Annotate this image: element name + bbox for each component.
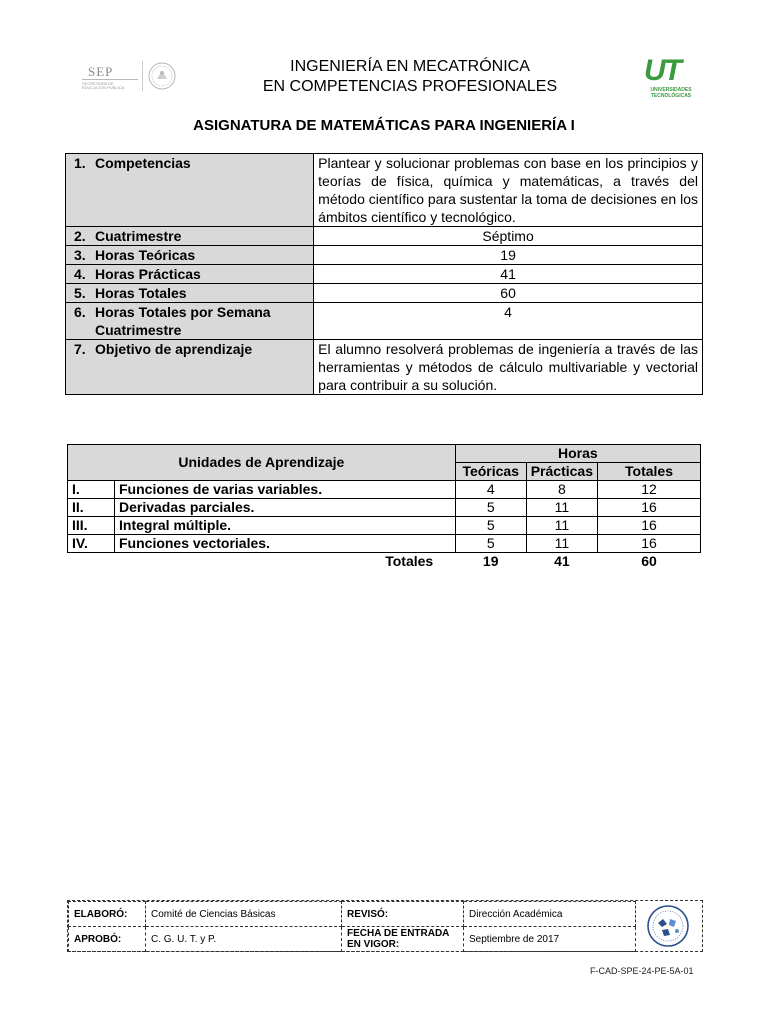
col-teoricas: Teóricas <box>455 463 526 481</box>
info-row-label: Horas Totales <box>95 285 187 301</box>
unit-practicas: 8 <box>526 481 597 499</box>
sep-logo-text: SEP <box>88 64 114 79</box>
fecha-label <box>342 927 464 952</box>
info-row-number: 7. <box>74 341 86 357</box>
info-row-number: 3. <box>74 247 86 263</box>
unit-totales: 16 <box>598 499 701 517</box>
unit-name: Funciones vectoriales. <box>115 535 456 553</box>
unit-number: III. <box>68 517 115 535</box>
info-row-value: 41 <box>314 265 703 284</box>
total-practicas: 41 <box>554 553 570 569</box>
aprobo-label: APROBÓ: <box>69 927 146 952</box>
unit-totales: 16 <box>598 535 701 553</box>
info-row-value: Plantear y solucionar problemas con base en los principios y teorías de física, química y matemáticas, a través del método científico para sustentar la toma de decisiones en los ámbitos científico y tecnológico. <box>314 154 703 227</box>
unit-teoricas: 5 <box>455 535 526 553</box>
units-header: Unidades de Aprendizaje <box>68 445 456 481</box>
info-row-number: 2. <box>74 228 86 244</box>
unit-name: Derivadas parciales. <box>115 499 456 517</box>
program-title-line-2: EN COMPETENCIAS PROFESIONALES <box>262 78 558 95</box>
info-row-number: 5. <box>74 285 86 301</box>
info-row-horas-semana <box>66 303 703 340</box>
info-row-number: 1. <box>74 155 86 171</box>
info-row-horas-teoricas <box>66 246 703 265</box>
unit-totales: 12 <box>598 481 701 499</box>
document-code: F-CAD-SPE-24-PE-5A-01 <box>590 966 694 976</box>
fecha-label-line-2: EN VIGOR: <box>347 939 400 950</box>
approval-footer <box>67 900 703 952</box>
ut-logo-caption-line-1: UNIVERSIDADES <box>650 87 692 93</box>
ut-logo-caption-line-2: TECNOLÓGICAS <box>650 93 692 99</box>
fecha-value: Septiembre de 2017 <box>464 927 636 952</box>
subject-title: ASIGNATURA DE MATEMÁTICAS PARA INGENIERÍA I <box>193 117 575 134</box>
unit-teoricas: 4 <box>455 481 526 499</box>
totals-label: Totales <box>385 553 434 569</box>
col-totales: Totales <box>598 463 701 481</box>
table-row <box>68 499 701 517</box>
unit-name: Integral múltiple. <box>115 517 456 535</box>
total-totales: 60 <box>641 553 657 569</box>
totals-row <box>68 553 701 571</box>
info-row-label: Competencias <box>95 155 191 171</box>
ut-logo <box>640 56 702 102</box>
unit-teoricas: 5 <box>455 499 526 517</box>
info-row-value: 4 <box>314 303 703 340</box>
unit-practicas: 11 <box>526 499 597 517</box>
national-seal-icon <box>148 62 176 90</box>
info-row-horas-totales <box>66 284 703 303</box>
elaboro-label: ELABORÓ: <box>69 902 146 927</box>
hours-header: Horas <box>455 445 700 463</box>
approval-table <box>68 901 636 952</box>
unit-number: IV. <box>68 535 115 553</box>
unit-name: Funciones de varias variables. <box>115 481 456 499</box>
col-practicas: Prácticas <box>526 463 597 481</box>
elaboro-value: Comité de Ciencias Básicas <box>146 902 342 927</box>
unit-practicas: 11 <box>526 535 597 553</box>
unit-practicas: 11 <box>526 517 597 535</box>
learning-units-table <box>67 444 701 570</box>
table-row <box>68 481 701 499</box>
institution-seal-icon <box>640 903 696 949</box>
table-row <box>68 517 701 535</box>
reviso-label: REVISÓ: <box>342 902 464 927</box>
info-row-label: Horas Teóricas <box>95 247 196 263</box>
table-row <box>68 535 701 553</box>
unit-number: I. <box>68 481 115 499</box>
info-row-label: Horas Prácticas <box>95 266 201 282</box>
total-teoricas: 19 <box>482 553 499 569</box>
info-row-label: Horas Totales por Semana Cuatrimestre <box>95 304 271 338</box>
info-row-number: 4. <box>74 266 86 282</box>
info-row-objetivo <box>66 340 703 395</box>
info-row-label: Cuatrimestre <box>95 228 182 244</box>
program-title-line-1: INGENIERÍA EN MECATRÓNICA <box>290 58 530 75</box>
info-row-competencias <box>66 154 703 227</box>
subject-info-table <box>65 153 703 395</box>
ut-logo-mark: UT <box>644 54 680 87</box>
fecha-label-line-1: FECHA DE ENTRADA <box>347 928 450 939</box>
sep-logo-caption: SECRETARÍA DE EDUCACIÓN PÚBLICA <box>82 81 125 90</box>
info-row-label: Objetivo de aprendizaje <box>95 341 253 357</box>
reviso-value: Dirección Académica <box>464 902 636 927</box>
program-title <box>230 57 590 97</box>
aprobo-value: C. G. U. T. y P. <box>146 927 342 952</box>
sep-logo <box>68 58 178 94</box>
unit-teoricas: 5 <box>455 517 526 535</box>
info-row-number: 6. <box>74 304 86 320</box>
info-row-value: Séptimo <box>314 227 703 246</box>
info-row-cuatrimestre <box>66 227 703 246</box>
info-row-value: 60 <box>314 284 703 303</box>
info-row-horas-practicas <box>66 265 703 284</box>
unit-totales: 16 <box>598 517 701 535</box>
info-row-value: 19 <box>314 246 703 265</box>
unit-number: II. <box>68 499 115 517</box>
info-row-value: El alumno resolverá problemas de ingeniería a través de las herramientas y métodos de cálculo multivariable y vectorial para contribuir a su solución. <box>314 340 703 395</box>
